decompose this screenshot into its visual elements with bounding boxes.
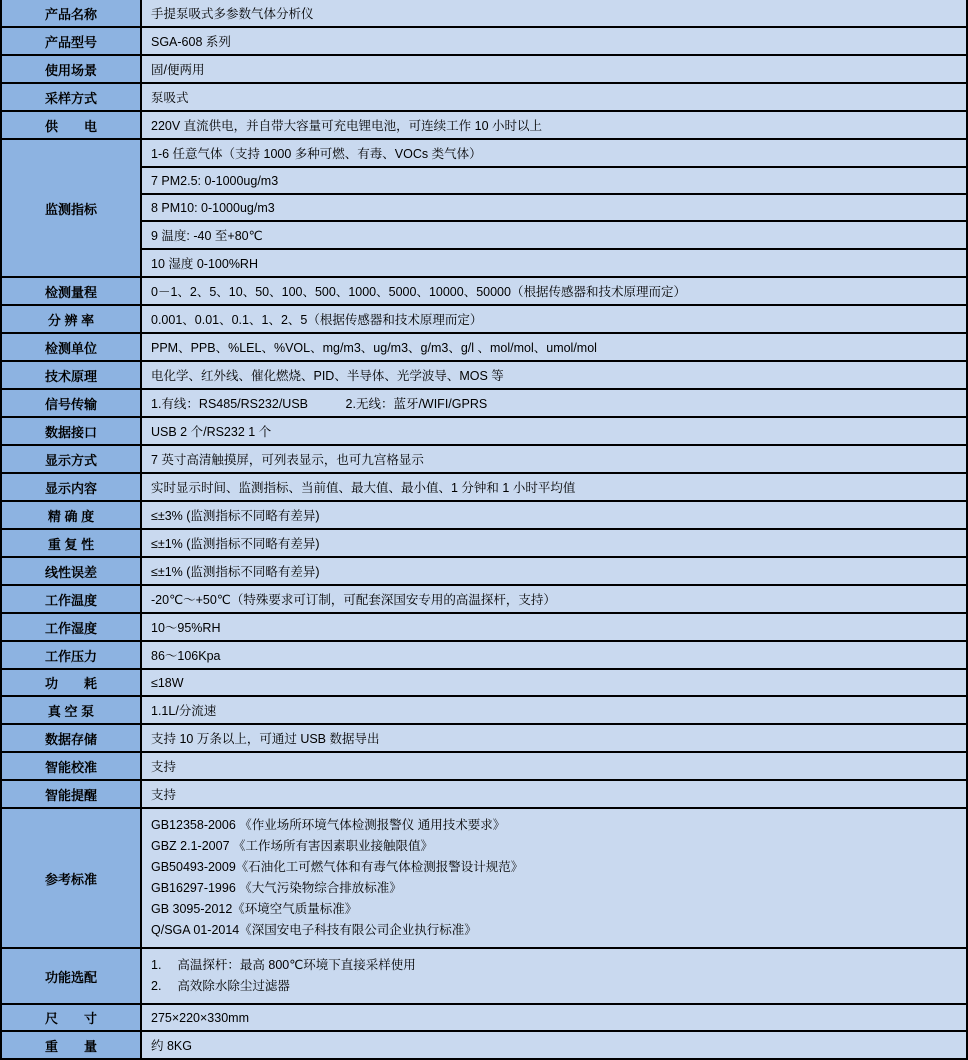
spec-value-line: Q/SGA 01-2014《深国安电子科技有限公司企业执行标准》 [151,923,477,937]
table-row [1,529,967,557]
spec-value-cell: 7 英寸高清触摸屏，可列表显示，也可九宫格显示 [141,445,967,473]
spec-value-cell: 8 PM10: 0-1000ug/m3 [141,194,967,221]
spec-label-cell: 检测单位 [1,333,141,361]
spec-value-cell: 支持 [141,780,967,808]
table-row [1,333,967,361]
table-row [1,445,967,473]
spec-label-cell: 尺 寸 [1,1004,141,1031]
spec-value-cell: 支持 10 万条以上，可通过 USB 数据导出 [141,724,967,752]
spec-label-cell: 参考标准 [1,808,141,948]
table-row [1,1031,967,1059]
spec-label-cell: 检测量程 [1,277,141,305]
spec-label-cell: 显示方式 [1,445,141,473]
spec-value-line: GB12358-2006 《作业场所环境气体检测报警仪 通用技术要求》 [151,818,506,832]
spec-value-cell: 1-6 任意气体（支持 1000 多种可燃、有毒、VOCs 类气体） [141,139,967,167]
table-row [1,305,967,333]
table-row [1,0,967,27]
spec-value-cell: 约 8KG [141,1031,967,1059]
table-row [1,557,967,585]
spec-table-body [1,0,967,1059]
table-row [1,473,967,501]
spec-value-cell: 实时显示时间、监测指标、当前值、最大值、最小值、1 分钟和 1 小时平均值 [141,473,967,501]
table-row [1,1004,967,1031]
table-row [1,111,967,139]
spec-value-line: GBZ 2.1-2007 《工作场所有害因素职业接触限值》 [151,839,433,853]
spec-value-cell [141,808,967,948]
table-row [1,389,967,417]
spec-label-cell: 数据接口 [1,417,141,445]
spec-value-cell: SGA-608 系列 [141,27,967,55]
spec-value-cell: 0－1、2、5、10、50、100、500、1000、5000、10000、50000（根据传感器和技术原理而定） [141,277,967,305]
spec-label-cell: 信号传输 [1,389,141,417]
table-row [1,417,967,445]
table-row [1,752,967,780]
spec-value-cell: 手提泵吸式多参数气体分析仪 [141,0,967,27]
spec-value-cell: ≤±1% (监测指标不同略有差异) [141,529,967,557]
spec-label-cell: 线性误差 [1,557,141,585]
spec-value-cell: PPM、PPB、%LEL、%VOL、mg/m3、ug/m3、g/m3、g/l 、mol/mol、umol/mol [141,333,967,361]
table-row [1,613,967,641]
spec-value-cell: 固/便两用 [141,55,967,83]
spec-value-line: 2. 高效除水除尘过滤器 [151,979,290,993]
spec-label-cell: 数据存储 [1,724,141,752]
spec-value-line: GB16297-1996 《大气污染物综合排放标准》 [151,881,402,895]
table-row [1,669,967,696]
table-row [1,221,967,249]
spec-value-cell: ≤18W [141,669,967,696]
table-row [1,724,967,752]
table-row [1,139,967,167]
table-row [1,696,967,724]
table-row [1,501,967,529]
spec-value-cell: 泵吸式 [141,83,967,111]
spec-label-cell: 功能选配 [1,948,141,1004]
spec-label-cell: 工作温度 [1,585,141,613]
table-row [1,948,967,1004]
spec-label-cell: 工作湿度 [1,613,141,641]
spec-value-cell: 1.1L/分流速 [141,696,967,724]
spec-value-line: 1. 高温探杆：最高 800℃环境下直接采样使用 [151,958,416,972]
spec-label-cell: 精 确 度 [1,501,141,529]
spec-value-line: GB 3095-2012《环境空气质量标准》 [151,902,358,916]
spec-label-cell: 显示内容 [1,473,141,501]
spec-label-cell: 监测指标 [1,139,141,277]
spec-value-line: GB50493-2009《石油化工可燃气体和有毒气体检测报警设计规范》 [151,860,524,874]
spec-label-cell: 真 空 泵 [1,696,141,724]
table-row [1,83,967,111]
spec-label-cell: 产品名称 [1,0,141,27]
spec-value-cell: 7 PM2.5: 0-1000ug/m3 [141,167,967,194]
spec-value-cell [141,948,967,1004]
table-row [1,808,967,948]
spec-label-cell: 智能提醒 [1,780,141,808]
spec-value-cell: -20℃～+50℃（特殊要求可订制，可配套深国安专用的高温探杆，支持） [141,585,967,613]
table-row [1,585,967,613]
table-row [1,277,967,305]
spec-label-cell: 采样方式 [1,83,141,111]
spec-label-cell: 功 耗 [1,669,141,696]
spec-value-cell: ≤±3% (监测指标不同略有差异) [141,501,967,529]
spec-value-cell: 86～106Kpa [141,641,967,669]
spec-value-cell: 支持 [141,752,967,780]
spec-value-cell: 10 湿度 0-100%RH [141,249,967,277]
spec-value-cell: 电化学、红外线、催化燃烧、PID、半导体、光学波导、MOS 等 [141,361,967,389]
table-row [1,641,967,669]
spec-label-cell: 供 电 [1,111,141,139]
table-row [1,194,967,221]
spec-value-cell: ≤±1% (监测指标不同略有差异) [141,557,967,585]
spec-value-cell: 0.001、0.01、0.1、1、2、5（根据传感器和技术原理而定） [141,305,967,333]
spec-value-cell: 1.有线：RS485/RS232/USB 2.无线：蓝牙/WIFI/GPRS [141,389,967,417]
spec-value-cell: 9 温度: -40 至+80℃ [141,221,967,249]
spec-label-cell: 使用场景 [1,55,141,83]
table-row [1,27,967,55]
table-row [1,780,967,808]
table-row [1,55,967,83]
spec-value-cell: 10～95%RH [141,613,967,641]
table-row [1,361,967,389]
spec-label-cell: 技术原理 [1,361,141,389]
spec-value-cell: USB 2 个/RS232 1 个 [141,417,967,445]
spec-label-cell: 重 量 [1,1031,141,1059]
spec-label-cell: 分 辨 率 [1,305,141,333]
spec-label-cell: 产品型号 [1,27,141,55]
table-row [1,249,967,277]
spec-label-cell: 工作压力 [1,641,141,669]
spec-label-cell: 重 复 性 [1,529,141,557]
spec-value-cell: 275×220×330mm [141,1004,967,1031]
spec-label-cell: 智能校准 [1,752,141,780]
table-row [1,167,967,194]
spec-value-cell: 220V 直流供电，并自带大容量可充电锂电池，可连续工作 10 小时以上 [141,111,967,139]
